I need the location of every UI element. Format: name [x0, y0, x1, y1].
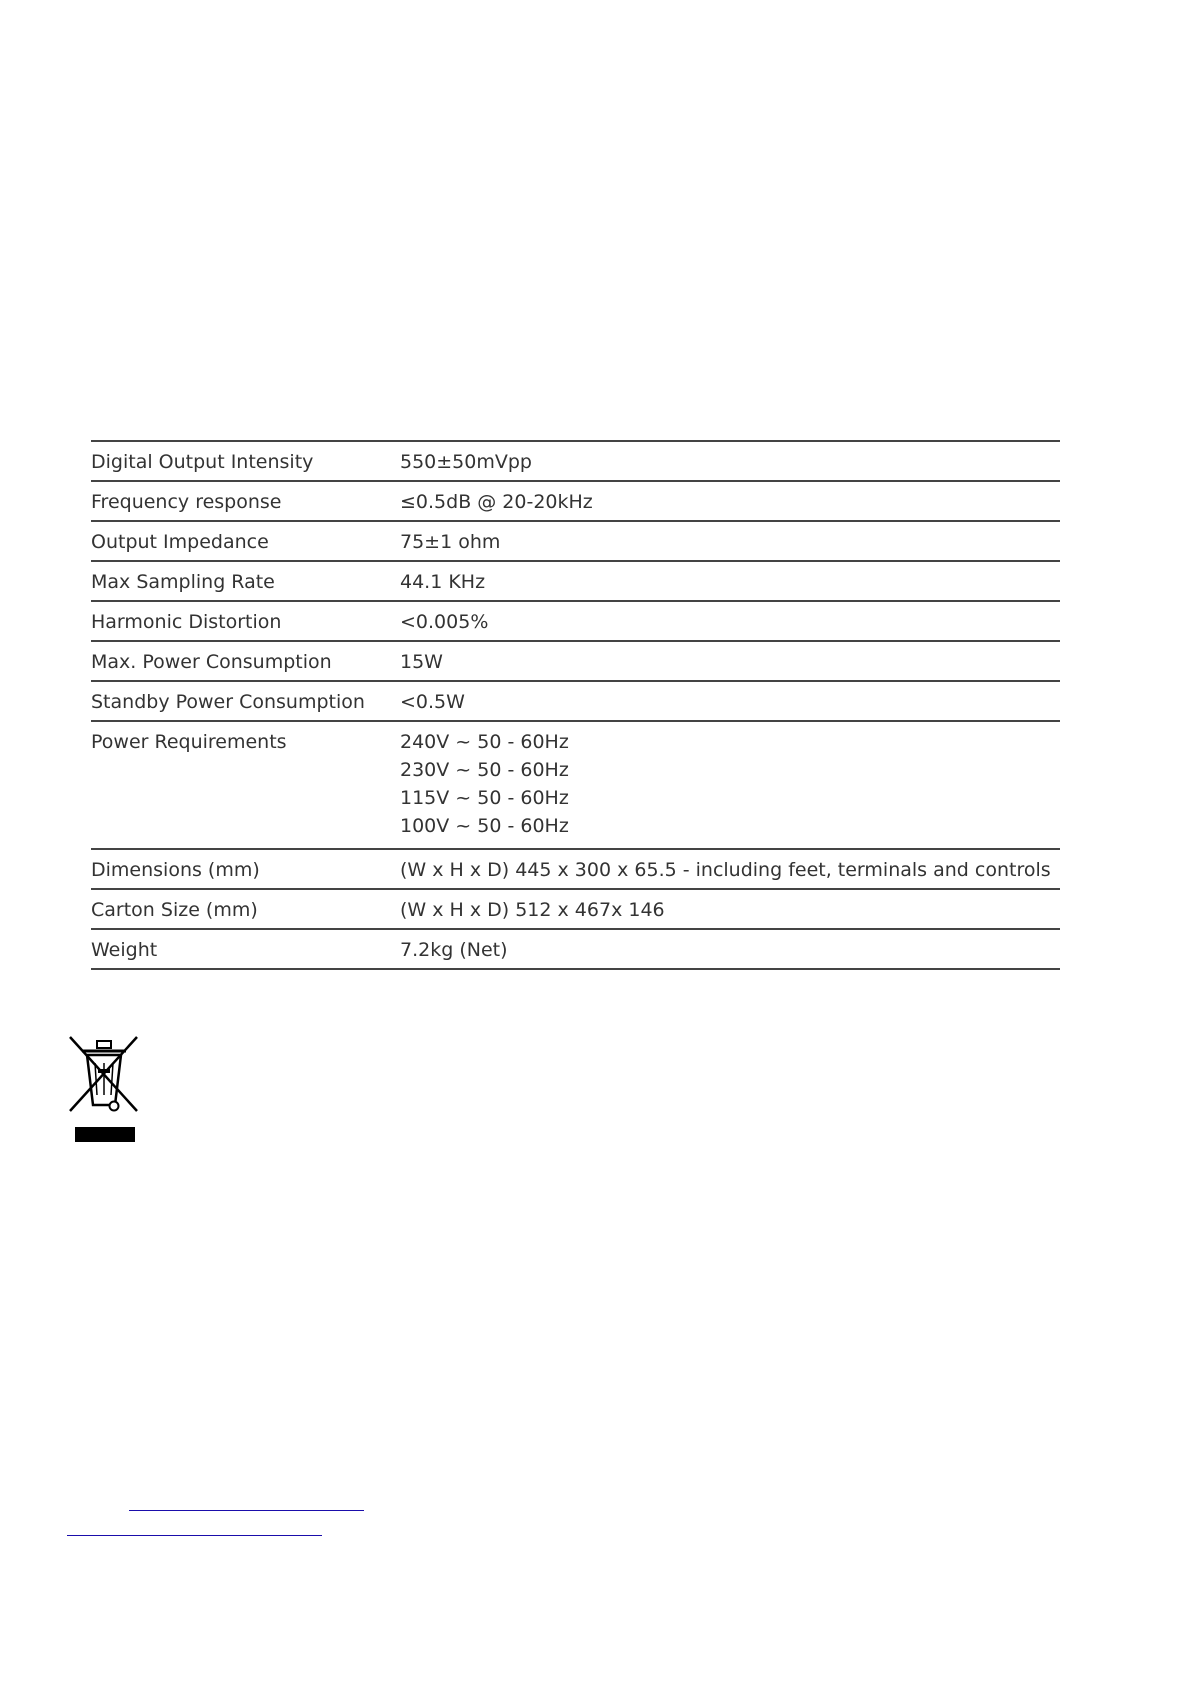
spec-label: Output Impedance	[91, 531, 269, 553]
spec-row	[91, 522, 1060, 562]
spec-value: 115V ~ 50 - 60Hz	[400, 787, 569, 809]
spec-label: Carton Size (mm)	[91, 899, 258, 921]
spec-value: 15W	[400, 651, 443, 673]
spec-row	[91, 442, 1060, 482]
spec-value-cell	[400, 722, 1060, 848]
spec-label: Power Requirements	[91, 731, 287, 753]
spec-value: 550±50mVpp	[400, 451, 532, 473]
spec-value-cell	[400, 890, 1060, 928]
hyperlink-underline[interactable]	[129, 1510, 364, 1511]
spec-row	[91, 722, 1060, 850]
crossed-out-wheelie-bin-icon	[67, 1033, 139, 1143]
spec-value: 75±1 ohm	[400, 531, 501, 553]
spec-row	[91, 562, 1060, 602]
spec-row	[91, 602, 1060, 642]
spec-value: (W x H x D) 512 x 467x 146	[400, 899, 665, 921]
spec-value: 7.2kg (Net)	[400, 939, 508, 961]
spec-label: Weight	[91, 939, 158, 961]
spec-value: 230V ~ 50 - 60Hz	[400, 759, 569, 781]
spec-value-cell	[400, 682, 1060, 720]
spec-value-cell	[400, 850, 1060, 888]
spec-label: Digital Output Intensity	[91, 451, 314, 473]
spec-row	[91, 682, 1060, 722]
spec-value: <0.005%	[400, 611, 489, 633]
spec-value-cell	[400, 602, 1060, 640]
spec-label: Standby Power Consumption	[91, 691, 365, 713]
spec-label: Dimensions (mm)	[91, 859, 260, 881]
hyperlink-underline[interactable]	[67, 1535, 322, 1536]
specifications-table	[91, 440, 1060, 970]
spec-value-cell	[400, 442, 1060, 480]
spec-value: ≤0.5dB @ 20-20kHz	[400, 491, 593, 513]
spec-row	[91, 890, 1060, 930]
spec-label: Max. Power Consumption	[91, 651, 332, 673]
spec-value: 240V ~ 50 - 60Hz	[400, 731, 569, 753]
spec-value-cell	[400, 642, 1060, 680]
spec-row	[91, 930, 1060, 970]
spec-value-cell	[400, 482, 1060, 520]
spec-value-cell	[400, 562, 1060, 600]
spec-label: Max Sampling Rate	[91, 571, 275, 593]
spec-value: (W x H x D) 445 x 300 x 65.5 - including feet, terminals and controls	[400, 859, 1051, 881]
spec-row	[91, 850, 1060, 890]
spec-label: Frequency response	[91, 491, 282, 513]
spec-label: Harmonic Distortion	[91, 611, 282, 633]
spec-value: <0.5W	[400, 691, 465, 713]
spec-value-cell	[400, 522, 1060, 560]
spec-row	[91, 642, 1060, 682]
spec-value: 100V ~ 50 - 60Hz	[400, 815, 569, 837]
spec-row	[91, 482, 1060, 522]
spec-value: 44.1 KHz	[400, 571, 486, 593]
spec-value-cell	[400, 930, 1060, 968]
